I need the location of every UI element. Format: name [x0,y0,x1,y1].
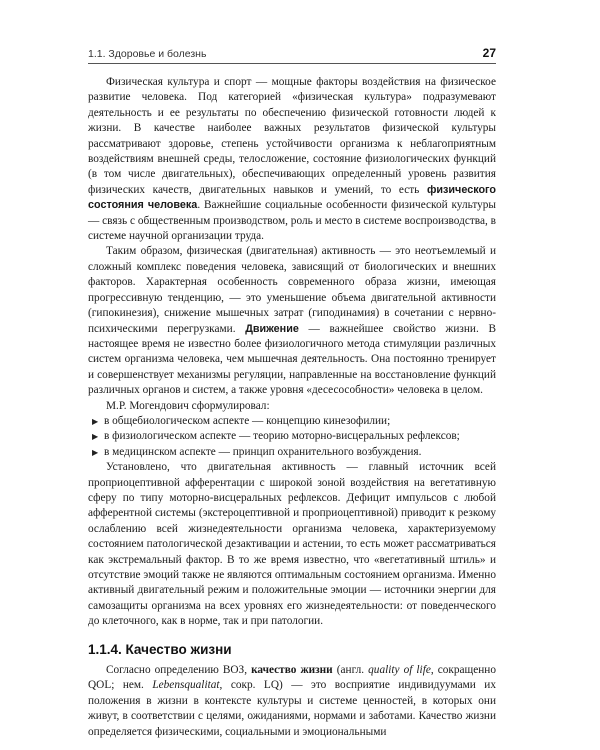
bullet-list [88,414,496,460]
p1-bold-term: физического состояния человека [88,183,496,212]
paragraph-1 [88,75,496,244]
p2-bold-term: Движение [245,322,299,335]
p1-text: Физическая культура и спорт — мощные факторы воздействия на физическое развитие человека. Под категорией «физическая культура» подразумевают деятельность и ее результаты по обеспечению физической готовности людей к жизни. В качестве наиболее важных результатов физической культуры рассматривают здоровье, степень устойчивости организма к неблагоприятным воздействиям внешней среды, телосложение, состояние физиологических функций (в том числе двигательных), обеспечивающих определенный уровень развития физических качеств, двигательных навыков и умений, то есть [88,76,496,196]
triangle-bullet-icon: ▶ [92,432,99,442]
page-number: 27 [482,46,496,60]
triangle-bullet-icon: ▶ [92,416,99,426]
list-item: ▶ в медицинском аспекте — принцип охранительного возбуждения. [88,445,496,460]
list-item: ▶ в общебиологическом аспекте — концепцию кинезофилии; [88,414,496,429]
list-item: ▶ в физиологическом аспекте — теорию моторно-висцеральных рефлексов; [88,429,496,444]
paragraph-3: М.Р. Могендович сформулировал: [106,399,270,412]
p1-text-end: . Важнейшие социальные особенности физической культуры — связь с общественным производством, роль и место в системе воспроизводства, в системе научной организации труда. [88,199,496,243]
p5-bold-term: качество жизни [251,664,333,677]
section-title: 1.1.4. Качество жизни [88,641,232,657]
paragraph-4: Установлено, что двигательная активность — главный источник всей проприоцептивной афферентации с широкой зоной воздействия на вегетативную сферу по типу моторно-висцеральных рефлексов. Дефицит импульсов с любой афферентной системы (экстероцептивной и проприоцептивной) приводит к резкому ослаблению всей жизнедеятельности организма человека, характеризуемому состоянием патологической дезактивации и астении, то есть может рассматриваться как экстремальный фактор. В то же время известно, что «вегетативный штиль» и отсутствие эмоций также не являются оптимальным состоянием организма. Именно активный двигательный режим и положительные эмоции — источники энергии для самозащиты организма на всех уровнях его жизнедеятельности: от поведенческого до клеточного, как в норме, так и при патологии. [88,461,496,628]
paragraph-2 [88,244,496,398]
page-body [88,75,496,740]
triangle-bullet-icon: ▶ [92,447,99,457]
section-header: 1.1. Здоровье и болезнь [88,48,207,60]
running-head [88,46,496,64]
p2-text: Таким образом, физическая (двигательная) активность — это неотъемлемый и сложный комплекс поведения человека, зависящий от биологических и внешних факторов. Характерная особенность современного образа жизни, имеющая прогрессивную тенденцию, — это уменьшение объема двигательной активности (гипокинезия), снижение мышечных затрат (гиподинамия) в сочетании с нервно-психическими перегрузками. [88,245,496,335]
p2-text-end: — важнейшее свойство жизни. В настоящее время не известно более физиологичного метода стимуляции различных систем организма человека, чем мышечная деятельность. Она постоянно тренирует и совершенствует механизмы регуляции, направленные на восстановление функций различных органов и систем, а также уровня «десесособности» человека в целом. [88,322,496,397]
paragraph-5: Согласно определению ВОЗ, качество жизни (англ. quality of life, сокращенно QOL; нем. Lebensqualitat, сокр. LQ) — это восприятие индивидуумами их положения в жизни в контексте культуры и системе ценностей, в которых они живут, в соответствии с целями, ожиданиями, нормами и заботами. Качество жизни определяется физическими, социальными и эмоциональными [88,664,497,738]
